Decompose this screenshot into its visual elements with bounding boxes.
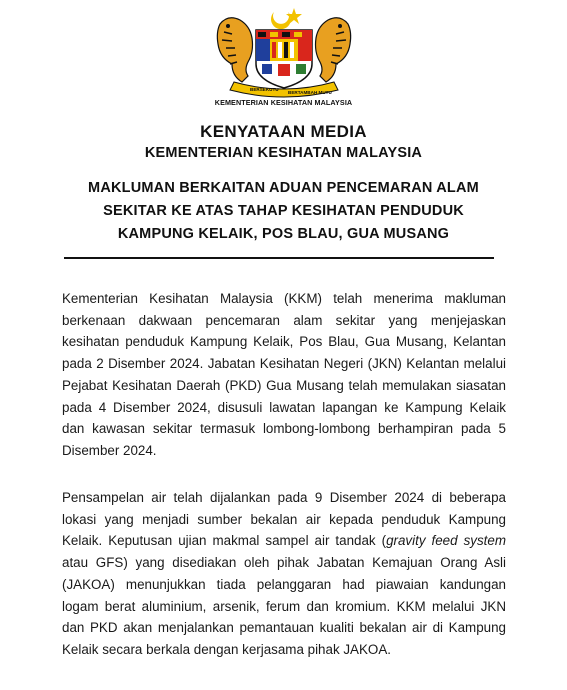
paragraph-2	[62, 487, 506, 661]
ministry-logo-text: KEMENTERIAN KESIHATAN MALAYSIA	[214, 98, 353, 107]
paragraph-2-line: lokasi yang menjadi sumber bekalan air kepada penduduk Kampung	[62, 511, 506, 527]
paragraph-1-line: dan kawasan sekitar termasuk lombong-lombong berhampiran pada 5	[62, 421, 506, 437]
subject-line-2: SEKITAR KE ATAS TAHAP KESIHATAN PENDUDUK	[103, 203, 464, 219]
subject-line-3: KAMPUNG KELAIK, POS BLAU, GUA MUSANG	[117, 226, 450, 242]
paragraph-1-line: pada 4 Disember 2024, disusuli lawatan lapangan ke Kampung Kelaik	[62, 399, 506, 415]
paragraph-2-line	[62, 530, 506, 552]
paragraph-1-line: berkenaan dakwaan pencemaran alam sekitar yang menjejaskan	[62, 312, 506, 328]
malaysia-coat-of-arms-logo	[200, 6, 368, 106]
paragraph-2-line: atau GFS) yang disediakan oleh pihak Jabatan Kemajuan Orang Asli	[62, 555, 506, 571]
paragraph-2-line-3-italic: gravity feed system	[386, 533, 506, 549]
paragraph-2-line: dan PKD akan menjalankan pemantauan kualiti bekalan air di Kampung	[62, 620, 506, 636]
paragraph-1-line: Disember 2024.	[62, 442, 157, 458]
paragraph-1-line: kesihatan penduduk Kampung Kelaik, Pos Blau, Gua Musang, Kelantan	[62, 334, 506, 350]
divider-rule	[64, 257, 494, 259]
paragraph-2-line: (JAKOA) menunjukkan tiada pelanggaran had piawaian kandungan	[62, 576, 506, 592]
paragraph-2-line: Kelaik secara berkala dengan kerjasama pihak JAKOA.	[62, 641, 391, 657]
crest-motto-right: BERTAMBAH MUTU	[288, 90, 332, 95]
document-subtitle: KEMENTERIAN KESIHATAN MALAYSIA	[144, 145, 423, 161]
paragraph-1-line: Kementerian Kesihatan Malaysia (KKM) telah menerima makluman	[62, 291, 506, 306]
paragraph-1	[62, 288, 506, 462]
paragraph-2-line: Pensampelan air telah dijalankan pada 9 Disember 2024 di beberapa	[62, 490, 506, 505]
paragraph-2-line: logam berat aluminium, arsenik, ferum dan kromium. KKM melalui JKN	[62, 598, 506, 614]
paragraph-1-line: Pejabat Kesihatan Daerah (PKD) Gua Musang telah memulakan siasatan	[62, 377, 506, 393]
paragraph-2-line-3-text: Kelaik. Keputusan ujian makmal sampel air tandak (	[62, 533, 387, 549]
document-title: KENYATAAN MEDIA	[200, 122, 367, 141]
paragraph-1-line: pada 2 Disember 2024. Jabatan Kesihatan Negeri (JKN) Kelantan melalui	[62, 356, 506, 372]
crest-motto-left: BERSEKUTU	[250, 87, 279, 92]
subject-line-1: MAKLUMAN BERKAITAN ADUAN PENCEMARAN ALAM	[88, 180, 479, 196]
